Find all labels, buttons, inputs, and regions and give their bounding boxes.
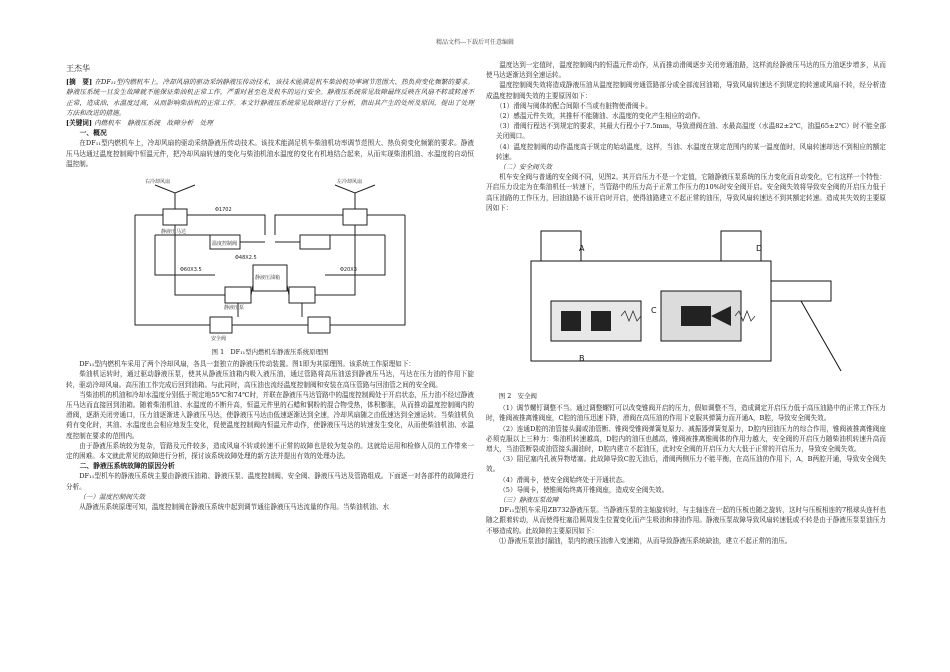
motor-right-box [343,209,367,225]
label-safety: 安全阀 [211,336,227,343]
abstract-text: 在DF₁₁型内燃机车上，冷却风扇的驱动采纳静液压传动技术，该技术能满足机车柴油机功率调节范围大、热负荷变化频繁的要求。静液压系统一旦发生故障就不能保证柴油机正常工作，严重时甚至危及机车的运行安全。静液压系统常见故障最终反映在风扇不转或转速不正常，造成油、水温度过高，从而影响柴油机的正常工作。本文针静液压系统常见故障进行了分析，指出其产生的处所及原因，提出了处理方法和改进的措施。 [66,78,474,117]
safety-valve-left [210,317,232,333]
paragraph: 在DF₁₁型内燃机车上，冷却风扇的驱动采纳静液压传动技术。该技术能满足机车柴油机功率调节范围大、热负荷变化频繁的要求。静液压马达通过温度控制阀中恒温元件，把冷却风扇转速的变化与柴油机油水温度的变化有机地结合起来，从而实现柴油机油、水温度的自动恒温控制。 [66,139,474,168]
label-motor: 静液压马达 [161,229,187,236]
paragraph: （2）连通D腔的油管接头漏或油管断、锥阀受锥阀弹簧复原力、减振器弹簧复原力，D腔内回油压力的综合作用，锥阀被推离锥阀座必须克服以上三种力：柴油机转速越高，D腔内的油压也越高，锥阀被推离锥阀体的作用力越大，安全阀的开启压力随柴油机转速升高而增大，当油管断裂或油管接头漏油时，D腔内建立不起油压，此时安全阀的开启压力大大低于正常的开启压力，导致安全阀失效。 [486,424,886,454]
paragraph: （3）阻尼塞内孔被异物堵塞。此故障导致C腔无油后，滑阀两侧压力不能平衡，在高压油的作用下，A，B两腔开通，导致安全阀失效。 [486,455,886,474]
top-port-right [721,231,761,261]
keywords-text: 内燃机车 静液压系统 故障分析 处理 [94,119,213,128]
cone-piece [681,306,711,326]
figure-1-caption: 图 1 DF₁₁型内燃机车静液压系统原理图 [211,348,329,357]
pump-right-box [289,287,315,303]
author: 王杰华 [66,64,90,73]
subsection-1-title: （一）温度控制阀失效 [79,492,146,501]
screw-cap [771,281,831,301]
paragraph: DF₁₁型内燃机车采用了两个冷却风扇，各具一套独立的静液压传动装置。图1即为其原理图。该系统工作原理如下： [79,360,416,369]
list-item: （1）滑阀与阀体的配合间隙不当或有脏物使滑阀卡。 [495,101,652,110]
subsection-2-title: （二）安全阀失效 [499,163,552,172]
section-1-title: 一、概况 [79,129,107,138]
label-pipe-2: Φ48X2.5 [235,255,257,262]
label-pump: 静液压泵 [224,305,245,312]
paragraph: 当柴油机的机油和冷却水温度分别低于规定地55℃和74℃时，并联在静液压马达管路中的温度控制阀处于开启状态，压力油不经过静液压马达而直接回到油箱。随着柴油机油、水温度的不断升高，恒温元件里的石蜡和铜粉的混合物受热，体积膨胀，从而推动温度控制阀内的滑阀，逐渐关闭旁通口，压力油逐渐进入静液压马达，使静液压马达由低速逐渐达到全速，冷却风扇随之由低速达到全速运转。当柴油机负荷有变化时，其油、水温度也会相应地发生变化，促使温度控制阀内恒温元件动作，使静液压马达的转速发生变化，从而使柴油机油、水温度控制在要求的范围内。 [66,390,474,440]
drain-line [801,301,841,371]
paragraph: 温度控制阀失效将造成静液压油从温度控制阀旁通管路部分或全部流回油箱，导致风扇转速达不到规定的转速或风扇不转，经分析造成温度控制阀失效的主要原因如下： [486,81,886,100]
paragraph: ⑴ 静液压泵油封漏油，泵内的液压油渗入变速箱，从而导致静液压系统缺油，建立不起正常的油压。 [499,536,792,545]
label-tank: 静液压油箱 [255,275,281,282]
label-fan-left: 左冷却风扇 [337,179,363,186]
top-port-left [541,231,581,261]
label-valve: 温度控制阀 [212,241,238,248]
paragraph: （1）调节螺钉调整不当。通过调整螺钉可以改变锥阀开启的压力，假如调整不当，造成调定开启压力低于高压油路中的正常工作压力时，锥阀被推离锥阀座，C腔的油压迅速下降，滑阀在高压油的作用下克服其弹簧力而开通A，B腔，导致安全阀失效。 [486,404,886,423]
list-item: （3）滑阀行程达不到规定的要求，其最大行程小于7.5mm，导致滑阀在油、水最高温度（水温82±2℃，油温65±2℃）时不能全部关闭阀口。 [495,122,886,141]
motor-left-box [163,209,187,225]
list-item: （4）温度控制阀的动作温度高于规定的始动温度，这样，当油、水温度在规定范围内的某一温度值时，风扇转速却达不到相应的额定转速。 [495,142,886,161]
label-pipe-3: Φ60X3.5 [180,267,202,274]
figure-2-caption: 图 2 安全阀 [498,392,537,401]
label-d: D [756,244,763,254]
spool-piece-1 [561,311,581,331]
paragraph: 从静液压系统原理可知，温度控制阀在静液压系统中起到调节通往静液压马达流量的作用。当柴油机油、水 [79,503,390,512]
label-a: A [579,244,585,254]
spool-piece-2 [591,311,611,331]
paragraph: 机车安全阀与普通的安全阀不同，见图2。其开启压力不是一个定值，它随静液压泵系统的压力变化而自动变化，它有这样一个特性：开启压力设定为在柴油机任一转速下，当管路中的压力高于正常工作压力的10%时安全阀开启。安全阀失效将导致安全阀的开启压力低于高压油路的工作压力，回油油路不该开启时开启，使得油路建立不起正常的油压，导致风扇转速达不到其额定转速。造成其失效的主要原因如下： [486,173,886,212]
left-column [66,60,474,512]
keywords [66,118,474,128]
paragraph: （4）滑阀卡，使安全阀始终处于开通状态。 [499,475,629,484]
paragraph: 温度达到一定值时，温度控制阀内的恒温元件动作，从而推动滑阀逐步关闭旁通油路，这样流经静液压马达的压力油逐步增多，从而使马达逐渐达到全速运转。 [486,61,886,80]
temp-valve-right [300,235,330,249]
fan-left-shape [335,185,375,193]
right-column [486,60,886,546]
pump-left-box [225,287,251,303]
abstract [66,77,474,118]
header-note: 精品文档---下载后可任意编辑 [435,39,515,46]
paragraph: DF₁₁型机车的静液压系统主要由静液压油箱、静液压泵、温度控制阀、安全阀、静液压马达及管路组成。下面逐一对各部件的故障进行分析。 [66,472,474,491]
hydraulic-system-diagram [115,175,425,345]
safety-valve-diagram [521,221,851,389]
paragraph: 由于静液压系统较为复杂，管路及元件较多，造成风扇不转或转速不正常的故障也是较为复杂的。这就给运用和检修人员的工作带来一定的困难。本文就此常见的故障进行分析，探讨该系统故障处理的新方法并提出有效的处理办法。 [66,441,474,461]
section-2-title: 二、静液压系统故障的原因分析 [79,462,175,471]
keywords-label: [关键词] [66,119,93,128]
paragraph: 柴油机运转时，通过驱动静液压泵，使其从静液压油箱内吸入液压油，通过管路将高压油送到静液压马达，马达在压力油的作用下旋转，驱动冷却风扇。高压油工作完成后回到油箱。与此同时，高压油也流经温度控制阀和安装在高压管路与回油管之间的安全阀。 [66,370,474,389]
label-b: B [579,354,585,364]
subsection-3-title: （三）静液压泵故障 [499,496,559,505]
abstract-label: [摘 要] [66,78,93,87]
label-fan-right: 右冷却风扇 [145,179,171,186]
paragraph: DF₁₁型机车采用ZB732静液压泵。当静液压泵的主轴旋转时，与主轴连在一起的压板也随之旋转，这时与压板相连的7根球头连杆也随之跟着转动，从而使得柱塞沿圆周发生位置变化而产生吸油和排油作用。静液压泵故障导致风扇转速低或不转是由于静液压泵泵油压力不够造成的。此故障的主要原因如下： [486,506,886,535]
list-item: （2）感温元件失效，其推杆不能随油、水温度的变化产生相应的动作。 [495,112,705,121]
safety-valve-right [308,317,330,333]
label-pipe-4: Φ20X3 [340,267,357,274]
fan-right-shape [155,185,195,193]
label-pipe-1: Φ1702 [215,207,232,214]
label-c: C [651,306,657,316]
paragraph: （5）导阀卡，使锥阀始终离开锥阀座，造成安全阀失效。 [499,485,669,494]
